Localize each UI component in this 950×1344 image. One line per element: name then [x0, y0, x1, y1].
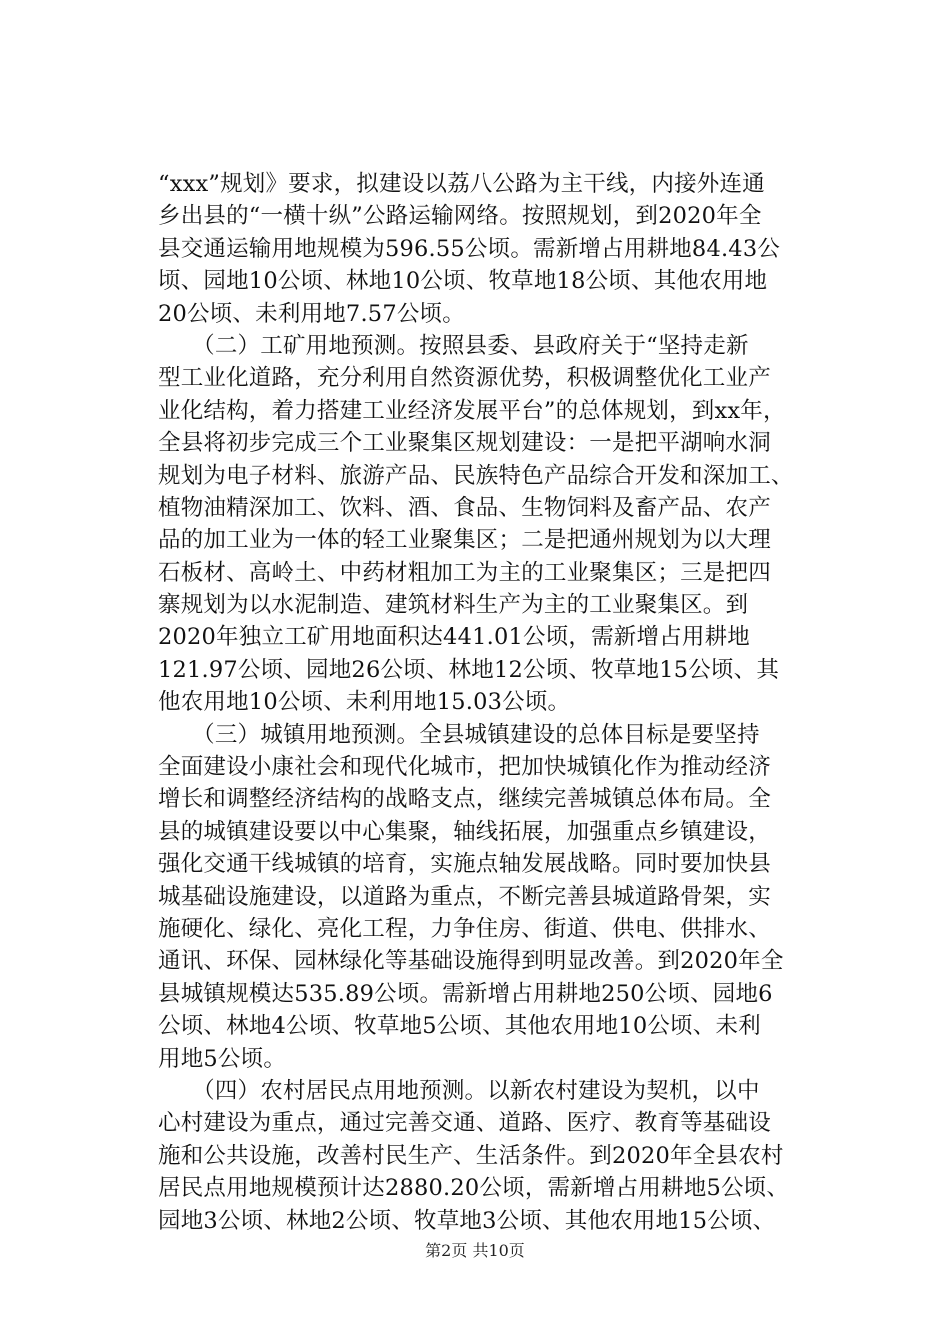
text-line: 乡出县的“一横十纵”公路运输网络。按照规划，到2020年全	[158, 203, 762, 230]
document-body	[158, 168, 838, 1237]
text-line: 型工业化道路，充分利用自然资源优势，积极调整优化工业产	[158, 365, 771, 392]
text-line: 通讯、环保、园林绿化等基础设施得到明显改善。到2020年全	[158, 948, 784, 975]
text-line: “xxx”规划》要求，拟建设以荔八公路为主干线，内接外连通	[158, 171, 765, 197]
text-line: 业化结构，着力搭建工业经济发展平台”的总体规划，到xx年，	[158, 397, 786, 424]
text-line: 强化交通干线城镇的培育，实施点轴发展战略。同时要加快县	[158, 851, 771, 878]
page-footer: 第2页 共10页	[425, 1241, 525, 1260]
text-line: 121.97公顷、园地26公顷、林地12公顷、牧草地15公顷、其	[158, 656, 780, 683]
text-line: 用地5公顷。	[158, 1045, 287, 1072]
text-line: 寨规划为以水泥制造、建筑材料生产为主的工业聚集区。到	[158, 592, 749, 619]
text-line: 县交通运输用地规模为596.55公顷。需新增占用耕地84.43公	[158, 235, 781, 262]
text-line: 规划为电子材料、旅游产品、民族特色产品综合开发和深加工、	[158, 462, 794, 489]
text-line: 施和公共设施，改善村民生产、生活条件。到2020年全县农村	[158, 1142, 784, 1169]
text-line: 居民点用地规模预计达2880.20公顷，需新增占用耕地5公顷、	[158, 1175, 790, 1202]
text-line: 全面建设小康社会和现代化城市，把加快城镇化作为推动经济	[158, 754, 771, 781]
text-line: 植物油精深加工、饮料、酒、食品、生物饲料及畜产品、农产	[158, 494, 771, 521]
text-line: 他农用地10公顷、未利用地15.03公顷。	[158, 689, 571, 716]
text-line: 2020年独立工矿用地面积达441.01公顷，需新增占用耕地	[158, 624, 750, 651]
text-line: （三）城镇用地预测。全县城镇建设的总体目标是要坚持	[158, 721, 760, 748]
text-line: 顷、园地10公顷、林地10公顷、牧草地18公顷、其他农用地	[158, 268, 768, 295]
text-line: 城基础设施建设，以道路为重点，不断完善县城道路骨架，实	[158, 883, 771, 910]
text-line: （四）农村居民点用地预测。以新农村建设为契机，以中	[158, 1077, 760, 1104]
text-line: （二）工矿用地预测。按照县委、县政府关于“坚持走新	[158, 332, 749, 359]
text-line: 施硬化、绿化、亮化工程，力争住房、街道、供电、供排水、	[158, 915, 771, 942]
text-line: 增长和调整经济结构的战略支点，继续完善城镇总体布局。全	[158, 786, 771, 813]
text-line: 县的城镇建设要以中心集聚，轴线拓展，加强重点乡镇建设，	[158, 818, 771, 845]
text-line: 园地3公顷、林地2公顷、牧草地3公顷、其他农用地15公顷、	[158, 1207, 776, 1234]
text-line: 全县将初步完成三个工业聚集区规划建设：一是把平湖响水洞	[158, 430, 771, 457]
text-line: 心村建设为重点，通过完善交通、道路、医疗、教育等基础设	[158, 1110, 771, 1137]
text-line: 公顷、林地4公顷、牧草地5公顷、其他农用地10公顷、未利	[158, 1013, 761, 1040]
text-line: 县城镇规模达535.89公顷。需新增占用耕地250公顷、园地6	[158, 980, 773, 1007]
text-line: 石板材、高岭土、中药材粗加工为主的工业聚集区；三是把四	[158, 559, 771, 586]
text-line: 20公顷、未利用地7.57公顷。	[158, 300, 465, 327]
text-line: 品的加工业为一体的轻工业聚集区；二是把通州规划为以大理	[158, 527, 771, 554]
